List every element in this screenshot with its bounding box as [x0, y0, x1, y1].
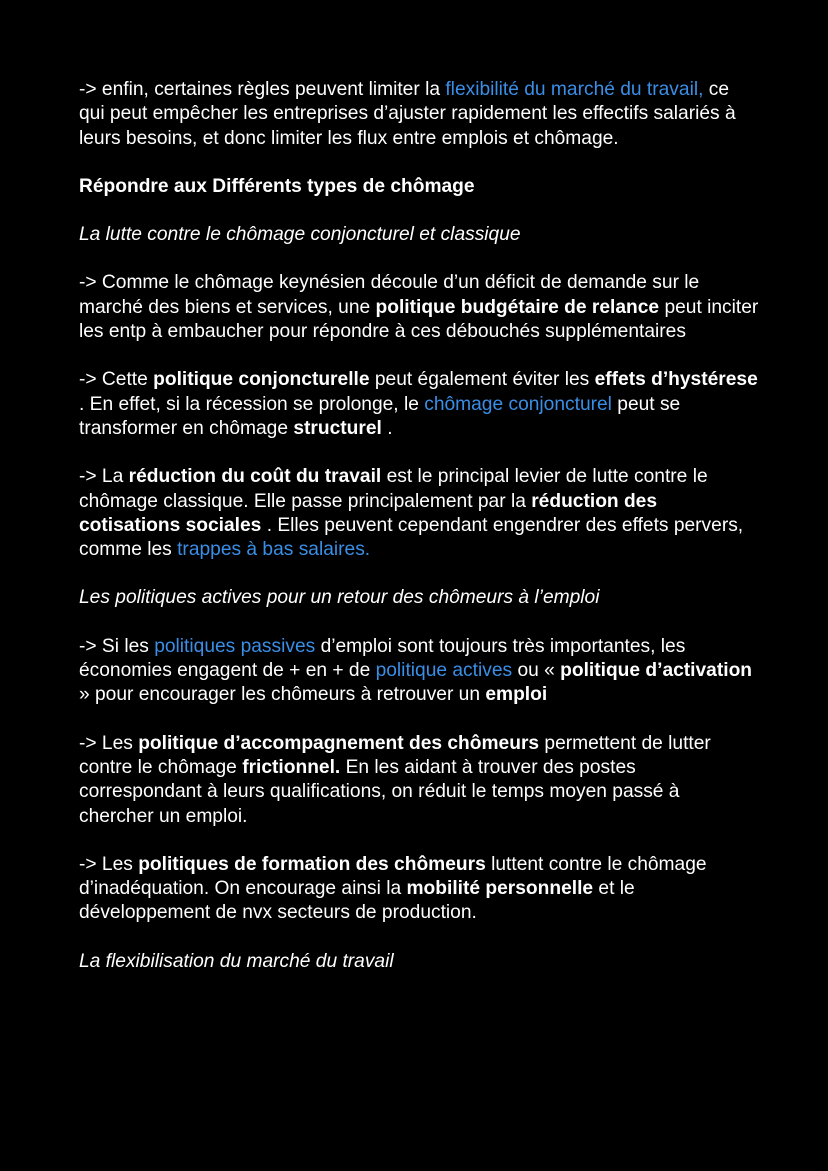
text-run: et le développement de nvx secteurs de production.: [79, 878, 635, 924]
bold-term: politiques de formation des chômeurs: [138, 853, 486, 875]
link-term[interactable]: chômage conjoncturel: [424, 393, 612, 415]
bold-term: frictionnel.: [242, 756, 341, 778]
subsection-heading: [79, 223, 759, 247]
bold-term: réduction des cotisations sociales: [79, 490, 658, 536]
text-run: .: [381, 417, 393, 439]
paragraph: [79, 853, 759, 926]
text-run: -> enfin, certaines règles peuvent limiter la: [79, 79, 446, 100]
text-run: Les politiques actives pour un retour des chômeurs à l’emploi: [79, 587, 600, 609]
subsection-heading: [79, 950, 759, 974]
link-term[interactable]: trappes à bas salaires.: [177, 539, 371, 561]
text-run: La lutte contre le chômage conjoncturel et classique: [79, 224, 521, 246]
bold-term: mobilité personnelle: [406, 878, 594, 900]
text-run: est le principal levier de lutte contre le chômage classique. Elle passe principalement par la: [79, 466, 708, 512]
paragraph: [79, 78, 759, 151]
text-run: peut inciter les entp à embaucher pour répondre à ces débouchés supplémentaires: [79, 296, 759, 343]
text-run: luttent contre le chômage d’inadéquation. On encourage ainsi la: [79, 853, 707, 900]
link-term[interactable]: politique actives: [375, 660, 513, 682]
bold-term: politique d’activation: [560, 660, 753, 682]
text-run: peut se transformer en chômage: [79, 393, 681, 439]
paragraph: [79, 465, 759, 562]
bold-term: effets d’hystérese: [594, 369, 758, 391]
link-term[interactable]: flexibilité du marché du travail,: [445, 79, 704, 100]
text-run: -> Les: [79, 853, 139, 875]
text-run: -> La: [79, 466, 129, 488]
paragraph: [79, 732, 759, 829]
text-run: . En effet, si la récession se prolonge, le: [79, 393, 425, 415]
bold-term: emploi: [485, 684, 548, 706]
paragraph: [79, 635, 759, 708]
text-run: ou «: [512, 660, 561, 682]
bold-term: politique conjoncturelle: [153, 369, 370, 391]
bold-term: politique d’accompagnement des chômeurs: [138, 732, 540, 754]
subsection-heading: [79, 586, 759, 610]
text-run: ce qui peut empêcher les entreprises d’ajuster rapidement les effectifs salariés à leurs besoins, et donc limiter les flux entre emplois et chômage.: [79, 79, 736, 149]
bold-term: structurel: [293, 417, 382, 439]
document-page: [79, 78, 759, 998]
section-heading: [79, 175, 759, 199]
text-run: La flexibilisation du marché du travail: [79, 950, 394, 972]
bold-term: réduction du coût du travail: [128, 466, 382, 488]
text-run: . Elles peuvent cependant engendrer des effets pervers, comme les: [79, 514, 744, 561]
text-run: peut également éviter les: [369, 369, 595, 391]
text-run: -> Les: [79, 732, 139, 754]
text-run: -> Si les: [79, 635, 155, 657]
bold-term: politique budgétaire de relance: [375, 296, 660, 318]
text-run: Répondre aux Différents types de chômage: [79, 175, 475, 197]
link-term[interactable]: politiques passives: [154, 635, 316, 657]
text-run: » pour encourager les chômeurs à retrouver un: [79, 684, 486, 706]
paragraph: [79, 271, 759, 344]
text-run: -> Cette: [79, 369, 154, 391]
text-run: permettent de lutter contre le chômage: [79, 732, 711, 778]
text-run: En les aidant à trouver des postes correspondant à leurs qualifications, on réduit le temps moyen passé à chercher un emploi.: [79, 756, 680, 827]
text-run: d’emploi sont toujours très importantes, les économies engagent de + en + de: [79, 635, 686, 682]
paragraph: [79, 368, 759, 441]
text-run: -> Comme le chômage keynésien découle d’un déficit de demande sur le marché des biens et services, une: [79, 272, 700, 318]
